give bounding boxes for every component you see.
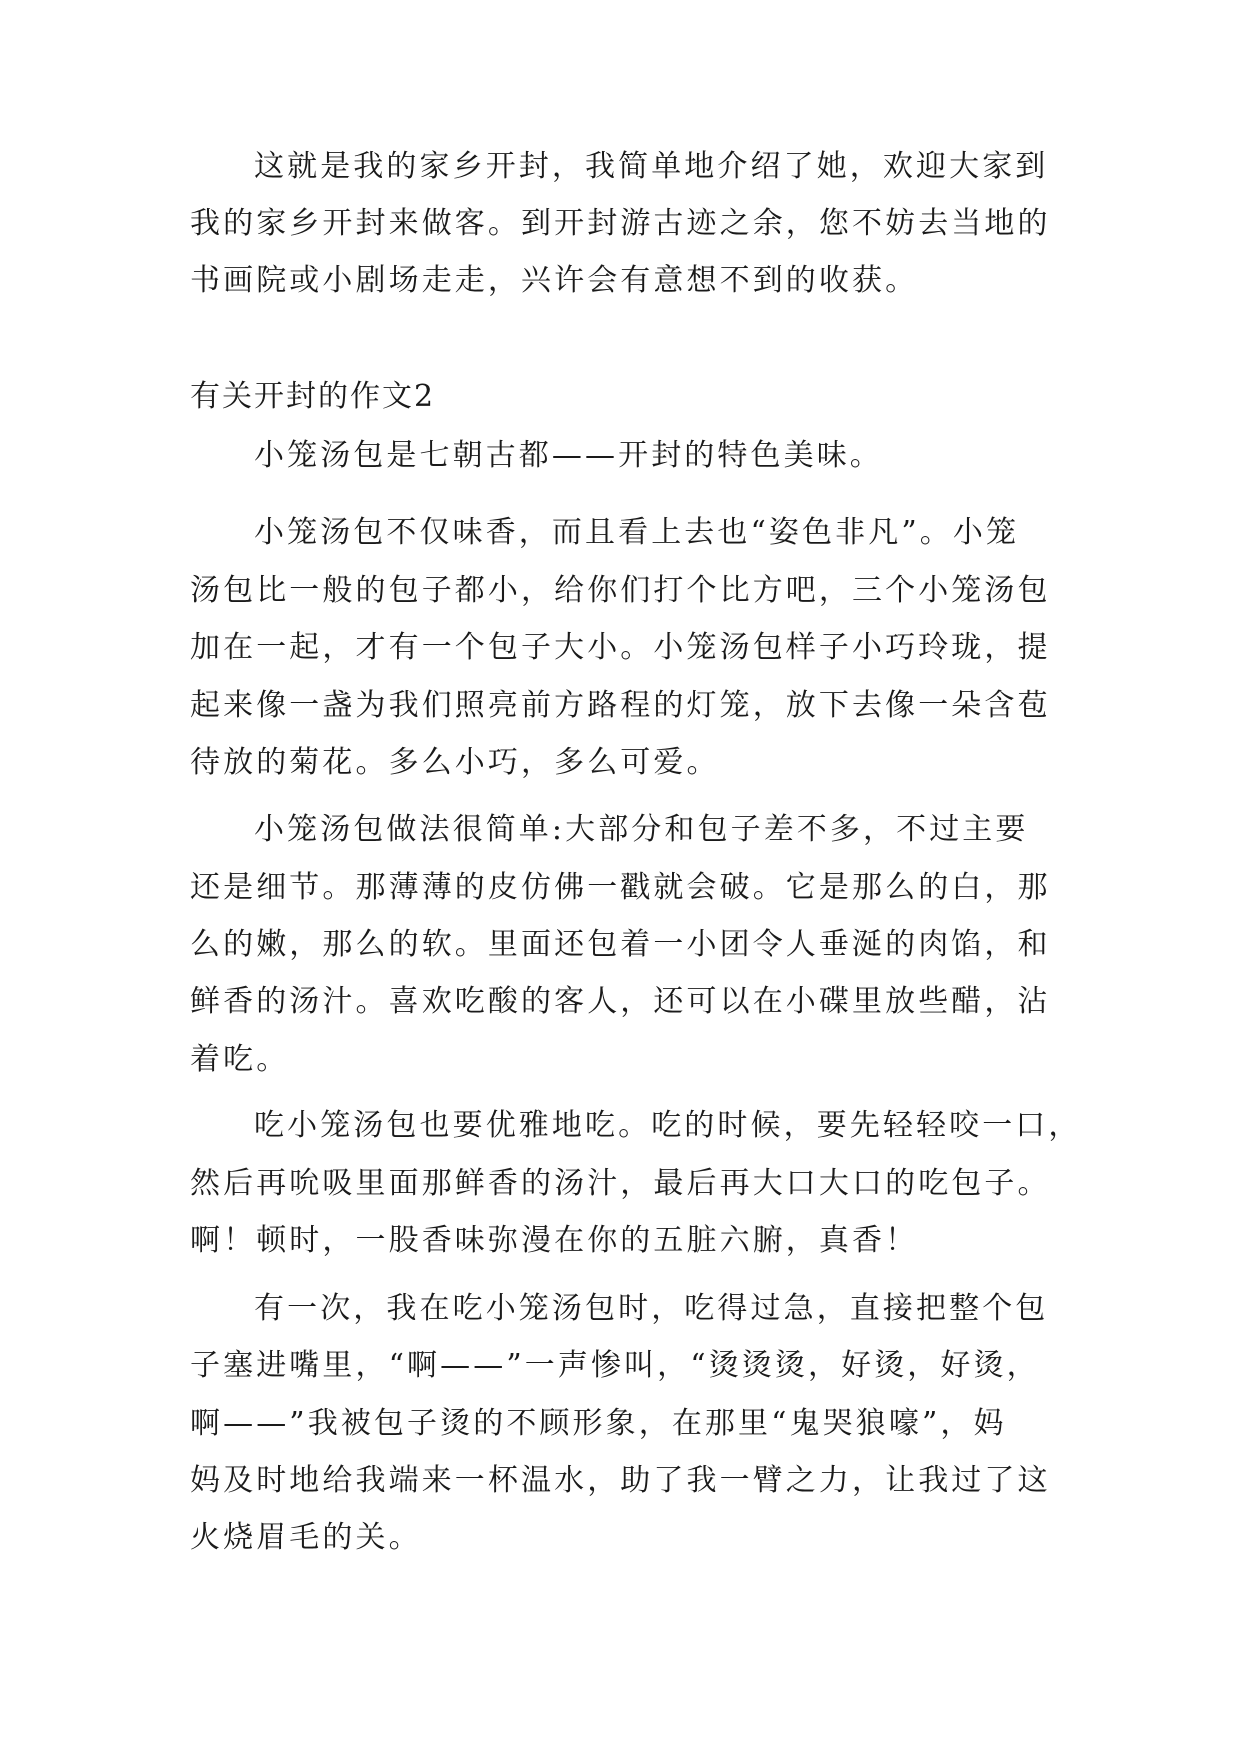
essay-heading: 有关开封的作文2 [190,379,436,414]
para3-line-1: 小笼汤包做法很简单:大部分和包子差不多，不过主要 [254,812,1029,847]
para4-line-1: 吃小笼汤包也要优雅地吃。吃的时候，要先轻轻咬一口， [254,1108,1082,1143]
para3-line-5: 着吃。 [190,1042,290,1077]
para4-line-3: 啊！顿时，一股香味弥漫在你的五脏六腑，真香！ [190,1223,919,1258]
para2-line-4: 起来像一盏为我们照亮前方路程的灯笼，放下去像一朵含苞 [190,688,1051,723]
para4-line-2: 然后再吮吸里面那鲜香的汤汁，最后再大口大口的吃包子。 [190,1166,1051,1201]
para5-line-2: 子塞进嘴里，“啊——”一声惨叫，“烫烫烫，好烫，好烫， [190,1348,1040,1383]
para2-line-2: 汤包比一般的包子都小，给你们打个比方吧，三个小笼汤包 [190,573,1051,608]
para1-line-1: 小笼汤包是七朝古都——开封的特色美味。 [254,438,883,473]
para5-line-4: 妈及时地给我端来一杯温水，助了我一臂之力，让我过了这 [190,1463,1051,1498]
para3-line-2: 还是细节。那薄薄的皮仿佛一戳就会破。它是那么的白，那 [190,870,1051,905]
para2-line-5: 待放的菊花。多么小巧，多么可爱。 [190,745,720,780]
para5-line-5: 火烧眉毛的关。 [190,1520,422,1555]
para5-line-3: 啊——”我被包子烫的不顾形象，在那里“鬼哭狼嚎”，妈 [190,1406,1007,1441]
para2-line-3: 加在一起，才有一个包子大小。小笼汤包样子小巧玲珑，提 [190,630,1051,665]
intro-line-2: 我的家乡开封来做客。到开封游古迹之余，您不妨去当地的 [190,206,1051,241]
para5-line-1: 有一次，我在吃小笼汤包时，吃得过急，直接把整个包 [254,1291,1049,1326]
para2-line-1: 小笼汤包不仅味香，而且看上去也“姿色非凡”。小笼 [254,515,1020,550]
para3-line-3: 么的嫩，那么的软。里面还包着一小团令人垂涎的肉馅，和 [190,927,1051,962]
intro-line-1: 这就是我的家乡开封，我简单地介绍了她，欢迎大家到 [254,149,1049,184]
para3-line-4: 鲜香的汤汁。喜欢吃酸的客人，还可以在小碟里放些醋，沾 [190,984,1051,1019]
intro-line-3: 书画院或小剧场走走，兴许会有意想不到的收获。 [190,263,919,298]
